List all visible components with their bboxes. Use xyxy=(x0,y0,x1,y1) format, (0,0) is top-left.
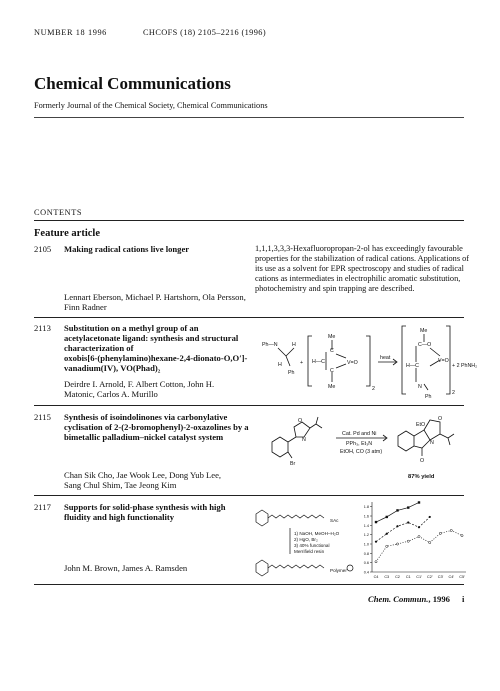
thioacetate-label: SAc xyxy=(330,518,339,523)
article-title[interactable]: Making radical cations live longer xyxy=(64,244,190,254)
journal-reference xyxy=(368,594,450,604)
article-divider xyxy=(34,317,464,318)
x-tick-label: C4 xyxy=(373,575,379,579)
heat-label: heat xyxy=(380,355,391,361)
data-point xyxy=(386,545,388,547)
title-line: fluidity and high functionality xyxy=(64,512,175,522)
data-point xyxy=(461,535,463,537)
series-line xyxy=(376,530,462,561)
article-authors xyxy=(64,379,214,400)
condition-line: 3) 40% functional xyxy=(294,543,330,548)
article-divider xyxy=(34,405,464,406)
article-page-number: 2105 xyxy=(34,244,52,254)
journal-ref-name: Chem. Commun. xyxy=(368,594,429,604)
nitrogen-label: N xyxy=(302,437,306,443)
x-tick-label: C2′ xyxy=(426,575,433,579)
y-tick-label: 1.0 xyxy=(363,542,369,547)
data-point xyxy=(418,501,420,503)
condition-line: 2) HgO, Br₂ xyxy=(294,537,318,542)
article-page-number: 2113 xyxy=(34,323,51,333)
plus-sign: + xyxy=(300,360,304,366)
phenyl-amine-label: Ph—N xyxy=(262,342,278,348)
data-point xyxy=(407,506,409,508)
condition-line: 1) NaOH, MeOH–H₂O xyxy=(294,531,340,536)
relaxation-chart xyxy=(358,498,470,582)
data-point xyxy=(407,540,409,542)
abstract-line: photochemistry and spin trapping are described. xyxy=(255,284,415,293)
author-line: Lennart Eberson, Michael P. Hartshorn, Ola Persson, xyxy=(64,292,246,302)
reaction-scheme-isoindolinone xyxy=(258,408,470,494)
title-line: oxobis[6-(phenylamino)hexane-2,4-dionato-O,O′]- xyxy=(64,353,248,363)
vanadyl-label: V=O xyxy=(438,358,449,364)
x-tick-label: C3 xyxy=(384,575,390,579)
ethoxy-label: EtO xyxy=(416,422,426,428)
y-tick-label: 0.4 xyxy=(363,570,369,575)
y-tick-label: 1.4 xyxy=(363,523,369,528)
reaction-scheme-vanadium xyxy=(250,322,478,404)
x-tick-label: C5′ xyxy=(459,575,465,579)
footer-rule xyxy=(34,584,464,585)
header-rule xyxy=(34,117,464,118)
data-point xyxy=(396,525,398,527)
bromine-label: Br xyxy=(290,461,296,467)
x-tick-label: C1 xyxy=(405,575,411,579)
contents-rule xyxy=(34,220,464,221)
article-page-number: 2117 xyxy=(34,502,51,512)
data-point xyxy=(396,543,398,545)
nitrogen-label: N xyxy=(418,384,422,390)
data-point xyxy=(450,529,452,531)
x-tick-label: C3′ xyxy=(437,575,444,579)
hydrogen-label: H xyxy=(292,342,296,348)
data-point xyxy=(407,521,409,523)
x-tick-label: C2 xyxy=(395,575,400,579)
title-line: vanadium(IV), VO(Phad)₂ xyxy=(64,363,161,373)
hydrogen-carbon-label: H—C xyxy=(312,359,325,365)
data-point xyxy=(386,516,388,518)
abstract-line: properties for the stabilization of radical cations. Applications of xyxy=(255,254,470,263)
journal-subtitle: Formerly Journal of the Chemical Society, Chemical Communications xyxy=(34,101,268,110)
journal-title: Chemical Communications xyxy=(34,74,231,93)
section-title: Feature article xyxy=(34,228,100,239)
subscript-2: 2 xyxy=(452,390,455,396)
oxygen-label: O xyxy=(438,416,443,422)
title-line: cyclisation of 2-(2-bromophenyl)-2-oxazolines by a xyxy=(64,422,249,432)
methyl-label: Me xyxy=(328,384,336,390)
y-tick-label: 1.2 xyxy=(363,533,369,538)
author-line: Chan Sik Cho, Jae Wook Lee, Dong Yub Lee, xyxy=(64,470,222,480)
y-tick-label: 0.6 xyxy=(363,561,369,566)
oxygen-label: O xyxy=(420,458,425,464)
title-line: Substitution on a methyl group of an xyxy=(64,323,199,333)
issue-number: NUMBER 18 1996 xyxy=(34,28,107,37)
data-point xyxy=(375,521,377,523)
title-line: bimetallic palladium–nickel catalyst system xyxy=(64,432,224,442)
phenyl-label: Ph xyxy=(425,394,432,400)
polymer-label: Polymer xyxy=(330,568,347,573)
vanadyl-label: V=O xyxy=(347,360,358,366)
article-page-number: 2115 xyxy=(34,412,51,422)
reagent-ligand: PPh₃, Et₃N xyxy=(346,441,373,447)
article-abstract xyxy=(255,244,470,294)
title-line: acetylacetonate ligand: synthesis and structural xyxy=(64,333,239,343)
author-line: Matonic, Carlos A. Murillo xyxy=(64,389,158,400)
page-roman-numeral: i xyxy=(462,594,465,604)
hydrogen-carbon-label: H—C xyxy=(406,363,419,369)
x-tick-label: C4′ xyxy=(448,575,455,579)
author-line: Finn Radner xyxy=(64,302,107,313)
data-point xyxy=(439,532,441,534)
data-point xyxy=(429,542,431,544)
reagent-catalyst: Cat. Pd and Ni xyxy=(342,431,377,437)
abstract-line: 1,1,1,3,3,3-Hexafluoropropan-2-ol has exceedingly favourable xyxy=(255,244,463,253)
article-title[interactable] xyxy=(64,502,226,522)
title-line: Supports for solid-phase synthesis with high xyxy=(64,502,226,512)
article-authors: John M. Brown, James A. Ramsden xyxy=(64,563,188,573)
author-line: Sang Chul Shim, Tae Jeong Kim xyxy=(64,480,177,491)
condition-line: Merrifield resin xyxy=(294,549,325,554)
phenyl-label: Ph xyxy=(288,370,295,376)
y-tick-label: 0.8 xyxy=(363,551,369,556)
data-point xyxy=(418,526,420,528)
reagent-conditions: EtOH, CO (3 atm) xyxy=(340,449,383,455)
y-tick-label: 1.6 xyxy=(363,514,369,519)
data-point xyxy=(396,509,398,511)
series-line xyxy=(376,502,419,522)
article-authors xyxy=(64,292,246,313)
journal-ref-year: , 1996 xyxy=(428,594,450,604)
carbon-oxygen-label: C—O xyxy=(418,342,432,348)
carbon-label: C xyxy=(330,368,334,374)
title-line: Synthesis of isoindolinones via carbonylative xyxy=(64,412,228,422)
subscript-2: 2 xyxy=(372,386,375,392)
article-title[interactable] xyxy=(64,412,249,442)
abstract-line: its use as a solvent for EPR spectroscopy and studies of radical xyxy=(255,264,464,273)
y-tick-label: 1.8 xyxy=(363,505,369,510)
reaction-scheme-solid-phase xyxy=(250,498,360,582)
methyl-label: Me xyxy=(420,328,428,334)
title-line: characterization of xyxy=(64,343,134,353)
data-point xyxy=(375,541,377,543)
x-tick-label: C1′ xyxy=(416,575,422,579)
aniline-byproduct-label: + 2 PhNH₂ xyxy=(452,363,478,369)
article-authors xyxy=(64,470,221,491)
data-point xyxy=(429,516,431,518)
journal-code: CHCOFS (18) 2105–2216 (1996) xyxy=(143,28,266,37)
data-point xyxy=(375,561,377,563)
abstract-line: cations as intermediates in electrophilic aromatic substitution, xyxy=(255,274,461,283)
article-title[interactable] xyxy=(64,323,247,373)
oxygen-label: O xyxy=(298,418,303,424)
yield-label: 87% yield xyxy=(408,474,435,480)
author-line: Deirdre I. Arnold, F. Albert Cotton, John H. xyxy=(64,379,215,389)
hydrogen-label: H xyxy=(278,362,282,368)
methyl-label: Me xyxy=(328,334,336,340)
contents-label: CONTENTS xyxy=(34,208,83,217)
article-divider xyxy=(34,495,464,496)
nitrogen-label: N xyxy=(430,440,434,446)
data-point xyxy=(418,535,420,537)
data-point xyxy=(386,533,388,535)
carbon-label: C xyxy=(330,348,334,354)
